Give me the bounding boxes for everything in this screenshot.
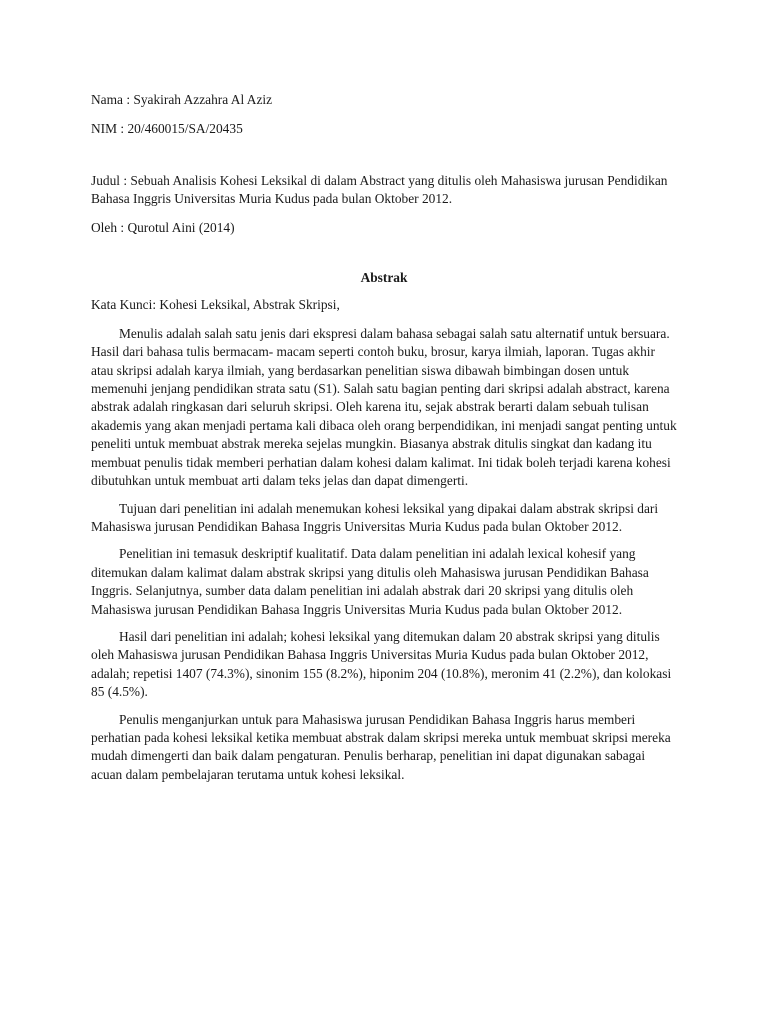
abstract-keywords: Kata Kunci: Kohesi Leksikal, Abstrak Skripsi, xyxy=(91,297,340,313)
abstract-paragraph: Penulis menganjurkan untuk para Mahasiswa jurusan Pendidikan Bahasa Inggris harus memberi perhatian pada kohesi leksikal ketika membuat abstrak dalam skripsi mereka untuk membuat skripsi mereka mudah dimengerti dan baik dalam pengaturan. Penulis berharap, penelitian ini dapat digunakan sabagai acuan dalam pembelajaran terutama untuk kohesi leksikal. xyxy=(91,711,671,782)
student-nim: NIM : 20/460015/SA/20435 xyxy=(91,121,243,137)
abstract-paragraph: Hasil dari penelitian ini adalah; kohesi leksikal yang ditemukan dalam 20 abstrak skripsi yang ditulis oleh Mahasiswa jurusan Pendidikan Bahasa Inggris Universitas Muria Kudus pada bulan Oktober 2012, adalah; repetisi 1407 (74.3%), sinonim 155 (8.2%), hiponim 204 (10.8%), meronim 41 (2.2%), dan kolokasi 85 (4.5%). xyxy=(91,628,672,700)
thesis-author: Oleh : Qurotul Aini (2014) xyxy=(91,219,235,235)
document-content xyxy=(91,91,677,784)
abstract-paragraph: Penelitian ini temasuk deskriptif kualitatif. Data dalam penelitian ini adalah lexical kohesif yang ditemukan dalam kalimat dalam abstrak skripsi yang ditulis oleh Mahasiswa jurusan Pendidikan Bahasa Inggris. Selanjutnya, sumber data dalam penelitian ini adalah abstrak dari 20 skripsi yang ditulis oleh Mahasiswa jurusan Pendidikan Bahasa Inggris Universitas Muria Kudus pada bulan Oktober 2012. xyxy=(91,546,649,617)
thesis-title: Judul : Sebuah Analisis Kohesi Leksikal di dalam Abstract yang ditulis oleh Mahasiswa jurusan Pendidikan Bahasa Inggris Universitas Muria Kudus pada bulan Oktober 2012. xyxy=(91,172,668,207)
abstract-heading: Abstrak xyxy=(360,270,408,286)
student-name: Nama : Syakirah Azzahra Al Aziz xyxy=(91,92,273,107)
abstract-paragraph: Tujuan dari penelitian ini adalah menemukan kohesi leksikal yang dipakai dalam abstrak skripsi dari Mahasiswa jurusan Pendidikan Bahasa Inggris Universitas Muria Kudus pada bulan Oktober 2012. xyxy=(91,500,659,534)
abstract-paragraph: Menulis adalah salah satu jenis dari ekspresi dalam bahasa sebagai salah satu alternatif untuk bersuara. Hasil dari bahasa tulis bermacam- macam seperti contoh buku, brosur, karya ilmiah, laporan. Tugas akhir atau skripsi adalah karya ilmiah, yang berdasarkan penelitian siswa dibawah bimbingan dosen untuk memenuhi jenjang pendidikan strata satu (S1). Salah satu bagian penting dari skripsi adalah abstract, karena abstrak adalah ringkasan dari seluruh skripsi. Oleh karena itu, sejak abstrak berarti dalam sebuah tulisan akademis yang akan menjadi pertama kali dibaca oleh orang berpendidikan, ini menjadi sangat penting untuk peneliti untuk membuat abstrak mereka sejelas mungkin. Biasanya abstrak ditulis singkat dan kadang itu membuat penulis tidak memberi perhatian dalam kohesi dalam kalimat. Ini tidak boleh terjadi karena kohesi dibutuhkan untuk membuat arti dalam teks jelas dan dapat dimengerti. xyxy=(91,325,677,489)
